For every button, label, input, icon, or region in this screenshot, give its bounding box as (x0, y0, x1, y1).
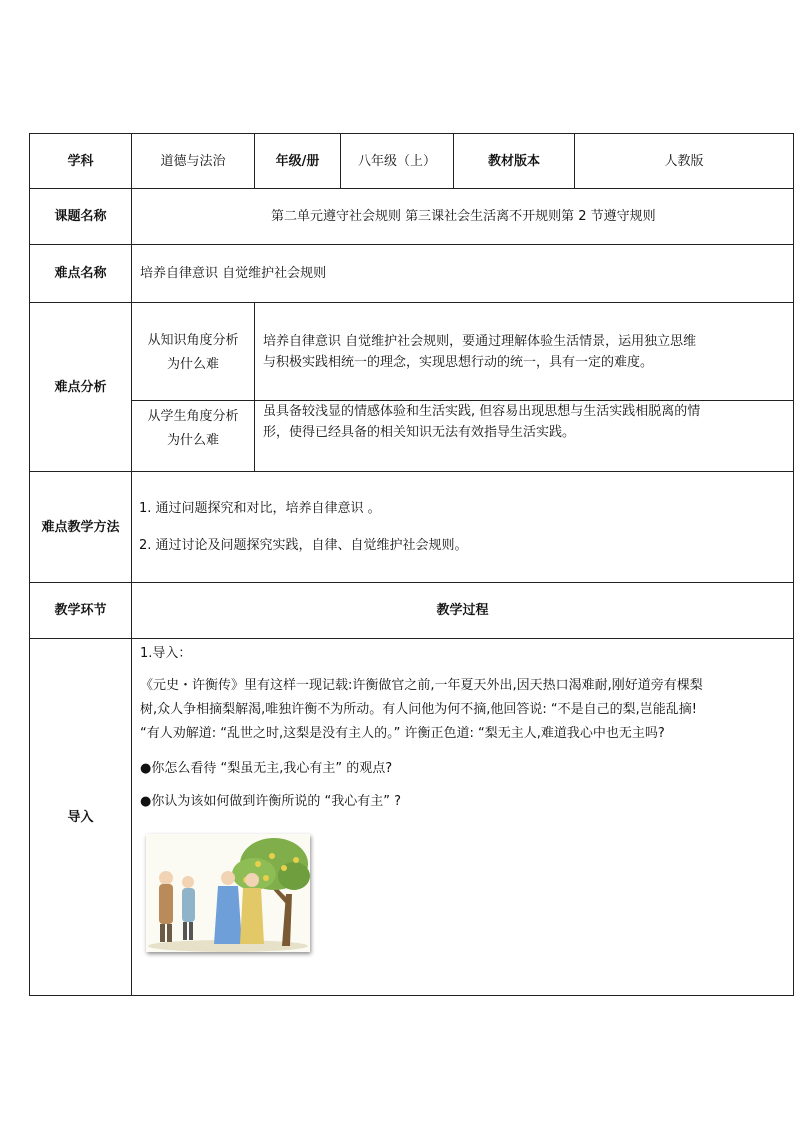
intro-illustration-wrap (140, 834, 787, 959)
row-analysis-student (30, 401, 794, 472)
row-subject (30, 134, 794, 189)
edition-value: 人教版 (575, 134, 794, 189)
grade-value: 八年级（上） (341, 134, 454, 189)
row-intro (30, 639, 794, 996)
subject-label: 学科 (30, 134, 132, 189)
row-difficulty (30, 245, 794, 303)
intro-story: 《元史・许衡传》里有这样一现记载:许衡做官之前,一年夏天外出,因天热口渴难耐,刚好道旁有棵梨 树,众人争相摘梨解渴,唯独许衡不为所动。有人问他为何不摘,他回答说: “不是自己的梨,岂能乱摘! “有人劝解道: “乱世之时,这梨是没有主人的。” 许衡正色道: “梨无主人,难道我心中也无主吗? (140, 678, 703, 741)
lesson-label: 课题名称 (30, 189, 132, 245)
intro-content (132, 639, 794, 996)
intro-question-2: ●你认为该如何做到许衡所说的 “我心有主” ? (140, 794, 401, 809)
pear-tree-illustration (146, 834, 310, 952)
knowledge-angle-text: 培养自律意识 自觉维护社会规则，要通过理解体验生活情景，运用独立思维 与积极实践相统一的理念，实现思想行动的统一，具有一定的难度。 (255, 303, 794, 401)
student-angle-text: 虽具备较浅显的情感体验和生活实践, 但容易出现思想与生活实践相脱离的情 形，使得已经具备的相关知识无法有效指导生活实践。 (255, 401, 794, 472)
analysis-label: 难点分析 (30, 303, 132, 472)
row-method (30, 472, 794, 583)
row-process-header (30, 583, 794, 639)
difficulty-label: 难点名称 (30, 245, 132, 303)
intro-question-1: ●你怎么看待 “梨虽无主,我心有主” 的观点? (140, 761, 393, 776)
intro-heading: 1.导入： (140, 646, 192, 661)
method-label: 难点教学方法 (30, 472, 132, 583)
method-item-2: 2. 通过讨论及问题探究实践，自律、自觉维护社会规则。 (139, 537, 468, 553)
process-stage-header: 教学环节 (30, 583, 132, 639)
intro-label: 导入 (30, 639, 132, 996)
subject-value: 道德与法治 (132, 134, 255, 189)
difficulty-value: 培养自律意识 自觉维护社会规则 (132, 245, 794, 303)
student-angle-label: 从学生角度分析 为什么难 (132, 401, 255, 472)
method-items (132, 472, 794, 583)
lesson-plan-table (29, 133, 794, 996)
edition-label: 教材版本 (454, 134, 575, 189)
lesson-value: 第二单元遵守社会规则 第三课社会生活离不开规则第 2 节遵守规则 (132, 189, 794, 245)
row-analysis-knowledge (30, 303, 794, 401)
grade-label: 年级/册 (255, 134, 341, 189)
knowledge-angle-label: 从知识角度分析 为什么难 (132, 303, 255, 401)
row-lesson (30, 189, 794, 245)
method-item-1: 1. 通过问题探究和对比，培养自律意识 。 (139, 500, 381, 516)
process-content-header: 教学过程 (132, 583, 794, 639)
